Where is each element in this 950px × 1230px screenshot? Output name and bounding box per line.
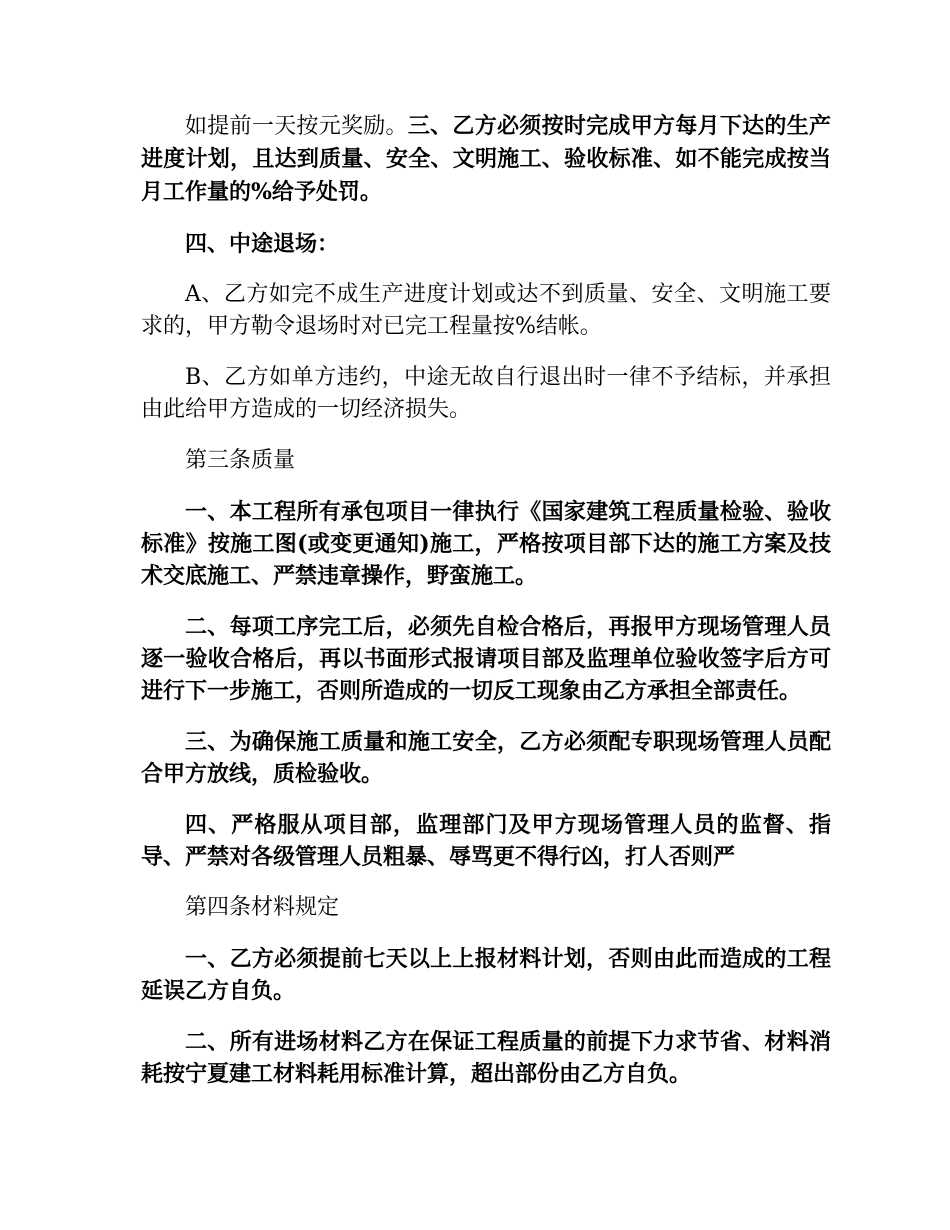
section-heading-quality: 第三条质量 (185, 448, 296, 473)
reward-clause-text: 如提前一天按元奖励。 (185, 114, 408, 139)
paragraph-exit-a: A、乙方如完不成生产进度计划或达不到质量、安全、文明施工要求的，甲方勒令退场时对已完工程量按%结帐。 (141, 282, 831, 339)
section-heading-materials: 第四条材料规定 (185, 895, 340, 920)
paragraph-exit-b: B、乙方如单方违约，中途无故自行退出时一律不予结标，并承担由此给甲方造成的一切经济损失。 (141, 365, 831, 422)
paragraph-quality-4: 四、严格服从项目部，监理部门及甲方现场管理人员的监督、指导、严禁对各级管理人员粗暴、辱骂更不得行凶，打人否则严 (141, 812, 831, 870)
paragraph-quality-1: 一、本工程所有承包项目一律执行《国家建筑工程质量检验、验收标准》按施工图(或变更通知)施工，严格按项目部下达的施工方案及技术交底施工、严禁违章操作，野蛮施工。 (141, 499, 831, 589)
paragraph-reward-and-schedule (141, 110, 831, 209)
document-body (141, 110, 831, 1109)
paragraph-materials-2: 二、所有进场材料乙方在保证工程质量的前提下力求节省、材料消耗按宁夏建工材料耗用标准计算，超出部份由乙方自负。 (141, 1029, 831, 1087)
paragraph-quality-3: 三、为确保施工质量和施工安全，乙方必须配专职现场管理人员配合甲方放线，质检验收。 (141, 729, 831, 787)
paragraph-quality-2: 二、每项工序完工后，必须先自检合格后，再报甲方现场管理人员逐一验收合格后，再以书面形式报请项目部及监理单位验收签字后方可进行下一步施工，否则所造成的一切反工现象由乙方承担全部责任。 (141, 614, 831, 704)
heading-midway-exit: 四、中途退场： (185, 231, 340, 257)
paragraph-materials-1: 一、乙方必须提前七天以上上报材料计划，否则由此而造成的工程延误乙方自负。 (141, 946, 831, 1004)
schedule-clause-text: 三、乙方必须按时完成甲方每月下达的生产进度计划，且达到质量、安全、文明施工、验收标准、如不能完成按当月工作量的%给予处罚。 (141, 113, 831, 205)
